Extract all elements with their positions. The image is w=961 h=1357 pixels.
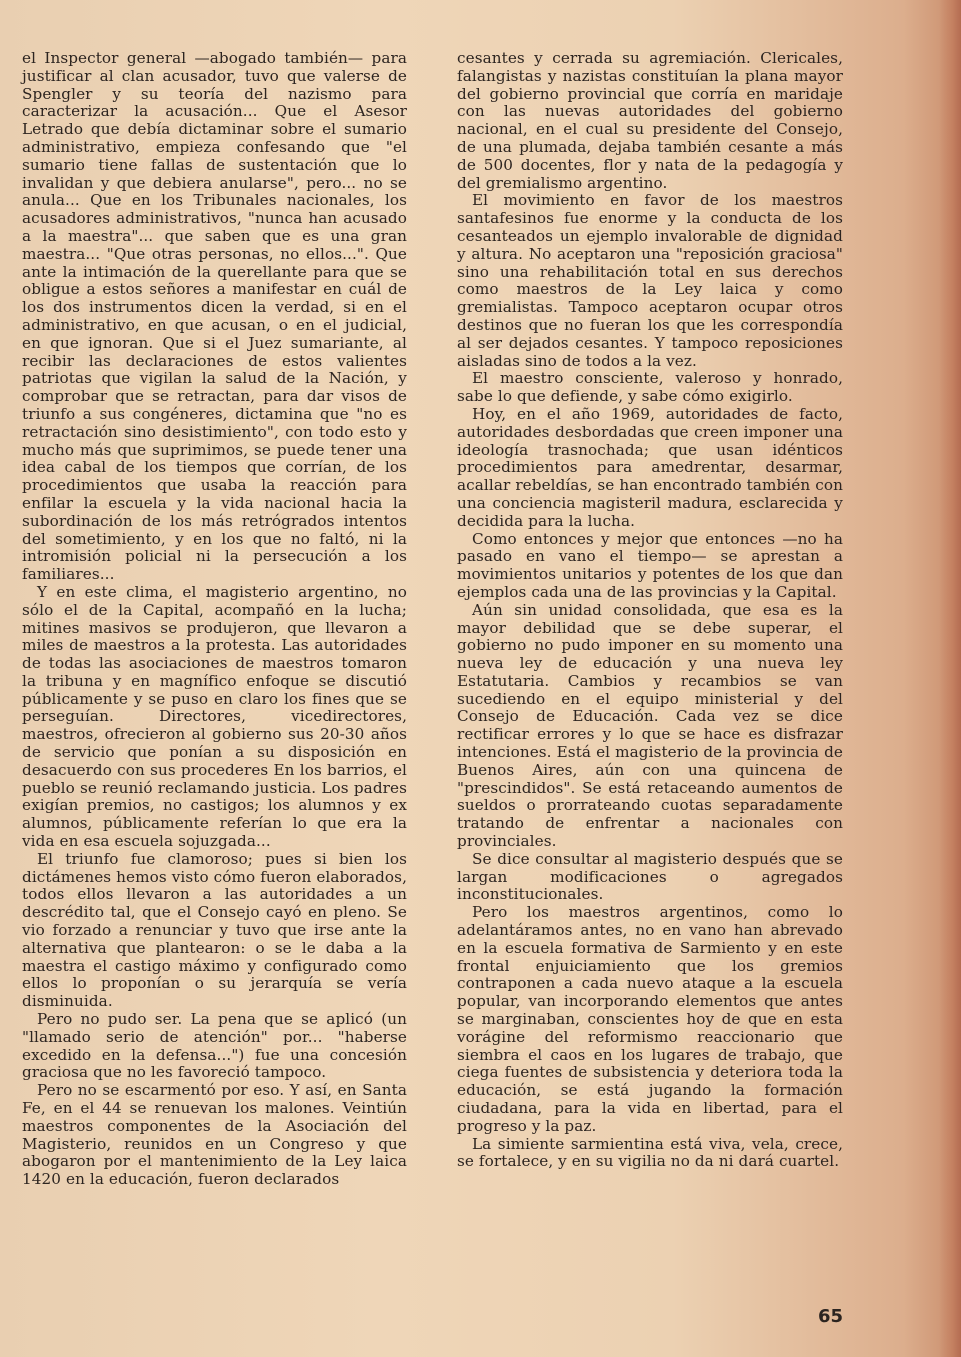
paragraph: cesantes y cerrada su agremiación. Clericales, falangistas y nazistas constituían la plana mayor del gobierno provincial que corría en maridaje con las nuevas autoridades del gobierno nacional, en el cual su presidente del Consejo, de una plumada, dejaba también cesante a más de 500 docentes, flor y nata de la pedagogía y del gremialismo argentino. <box>457 49 843 192</box>
paragraph: Pero no pudo ser. La pena que se aplicó (un "llamado serio de atención" por... "haberse excedido en la defensa...") fue una concesión graciosa que no les favoreció tampoco. <box>22 1010 407 1082</box>
paragraph: Se dice consultar al magisterio después que se largan modificaciones o agregados inconstitucionales. <box>457 849 843 904</box>
page-edge-shadow <box>939 0 961 1357</box>
paragraph: Como entonces y mejor que entonces —no ha pasado en vano el tiempo— se aprestan a movimientos unitarios y potentes de los que dan ejemplos cada una de las provincias y la Capital. <box>457 529 843 601</box>
paragraph: Hoy, en el año 1969, autoridades de facto, autoridades desbordadas que creen imponer una ideología trasnochada; que usan idénticos procedimientos para amedrentar, desarmar, acallar rebeldías, se han encontrado también con una conciencia magisteril madura, esclarecida y decidida para la lucha. <box>457 404 843 530</box>
paragraph: Pero los maestros argentinos, como lo adelantáramos antes, no en vano han abrevado en la escuela formativa de Sarmiento y en este frontal enjuiciamiento que los gremios contraponen a cada nuevo ataque a la escuela popular, van incorporando elementos que antes se marginaban, conscientes hoy de que en esta vorágine del reformismo reaccionario que siembra el caos en los lugares de trabajo, que ciega fuentes de subsistencia y deteriora toda la educación, se está jugando la formación ciudadana, para la vida en libertad, para el progreso y la paz. <box>457 903 843 1135</box>
page-number: 65 <box>818 1306 844 1327</box>
paragraph: La simiente sarmientina está viva, vela, crece, se fortalece, y en su vigilia no da ni dará cuartel. <box>457 1134 843 1171</box>
right-text-column <box>457 50 843 1171</box>
paragraph: Y en este clima, el magisterio argentino, no sólo el de la Capital, acompañó en la lucha; mitines masivos se produjeron, que llevaron a miles de maestros a la protesta. Las autoridades de todas las asociaciones de maestros tomaron la tribuna y en magnífico enfoque se discutió públicamente y se puso en claro los fines que se perseguían. Directores, vicedirectores, maestros, ofrecieron al gobierno sus 20-30 años de servicio que ponían a su disposición en desacuerdo con sus procederes En los barrios, el pueblo se reunió reclamando justicia. Los padres exigían premios, no castigos; los alumnos y ex alumnos, públicamente referían lo que era la vida en esa escuela sojuzgada... <box>22 582 407 851</box>
paragraph: El triunfo fue clamoroso; pues si bien los dictámenes hemos visto cómo fueron elaborados, todos ellos llevaron a las autoridades a un descrédito tal, que el Consejo cayó en pleno. Se vio forzado a renunciar y tuvo que irse ante la alternativa que plantearon: o se le daba a la maestra el castigo máximo y configurado como ellos lo proponían o su jerarquía se vería disminuida. <box>22 849 407 1011</box>
paragraph: El movimiento en favor de los maestros santafesinos fue enorme y la conducta de los cesanteados un ejemplo invalorable de dignidad y altura. No aceptaron una "reposición graciosa" sino una rehabilitación total en sus derechos como maestros de la Ley laica y como gremialistas. Tampoco aceptaron ocupar otros destinos que no fueran los que les correspondía al ser dejados cesantes. Y tampoco reposiciones aisladas sino de todos a la vez. <box>457 191 843 370</box>
paragraph: Aún sin unidad consolidada, que esa es la mayor debilidad que se debe superar, el gobierno no pudo imponer en su momento una nueva ley de educación y una nueva ley Estatutaria. Cambios y recambios se van sucediendo en el equipo ministerial y del Consejo de Educación. Cada vez se dice rectificar errores y lo que se hace es disfrazar intenciones. Está el magisterio de la provincia de Buenos Aires, aún con una quincena de "prescindidos". Se está retaceando aumentos de sueldos o prorrateando cuotas separadamente tratando de enfrentar a nacionales con provinciales. <box>457 600 843 851</box>
paragraph: El maestro consciente, valeroso y honrado, sabe lo que defiende, y sabe cómo exigirlo. <box>457 369 843 406</box>
paragraph: Pero no se escarmentó por eso. Y así, en Santa Fe, en el 44 se renuevan los malones. Veintiún maestros componentes de la Asociación del Magisterio, reunidos en un Congreso y que abogaron por el mantenimiento de la Ley laica 1420 en la educación, fueron declarados <box>22 1081 407 1189</box>
left-text-column <box>22 50 407 1189</box>
paragraph: el Inspector general —abogado también— para justificar al clan acusador, tuvo que valerse de Spengler y su teoría del nazismo para caracterizar la acusación... Que el Asesor Letrado que debía dictaminar sobre el sumario administrativo, empieza confesando que "el sumario tiene fallas de sustentación que lo invalidan y que debiera anularse", pero... no se anula... Que en los Tribunales nacionales, los acusadores administrativos, "nunca han acusado a la maestra"... que saben que es una gran maestra... "Que otras personas, no ellos...". Que ante la intimación de la querellante para que se obligue a estos señores a manifestar en cuál de los dos instrumentos dicen la verdad, si en el administrativo, en que acusan, o en el judicial, en que ignoran. Que si el Juez sumariante, al recibir las declaraciones de estos valientes patriotas que vigilan la salud de la Nación, y comprobar que se retractan, para dar visos de triunfo a sus congéneres, dictamina que "no es retractación sino desistimiento", con todo esto y mucho más que suprimimos, se puede tener una idea cabal de los tiempos que corrían, de los procedimientos que usaba la reacción para enfilar la escuela y la vida nacional hacia la subordinación de los más retrógrados intentos del sometimiento, y en los que no faltó, ni la intromisión policial ni la persecución a los familiares... <box>22 49 407 584</box>
